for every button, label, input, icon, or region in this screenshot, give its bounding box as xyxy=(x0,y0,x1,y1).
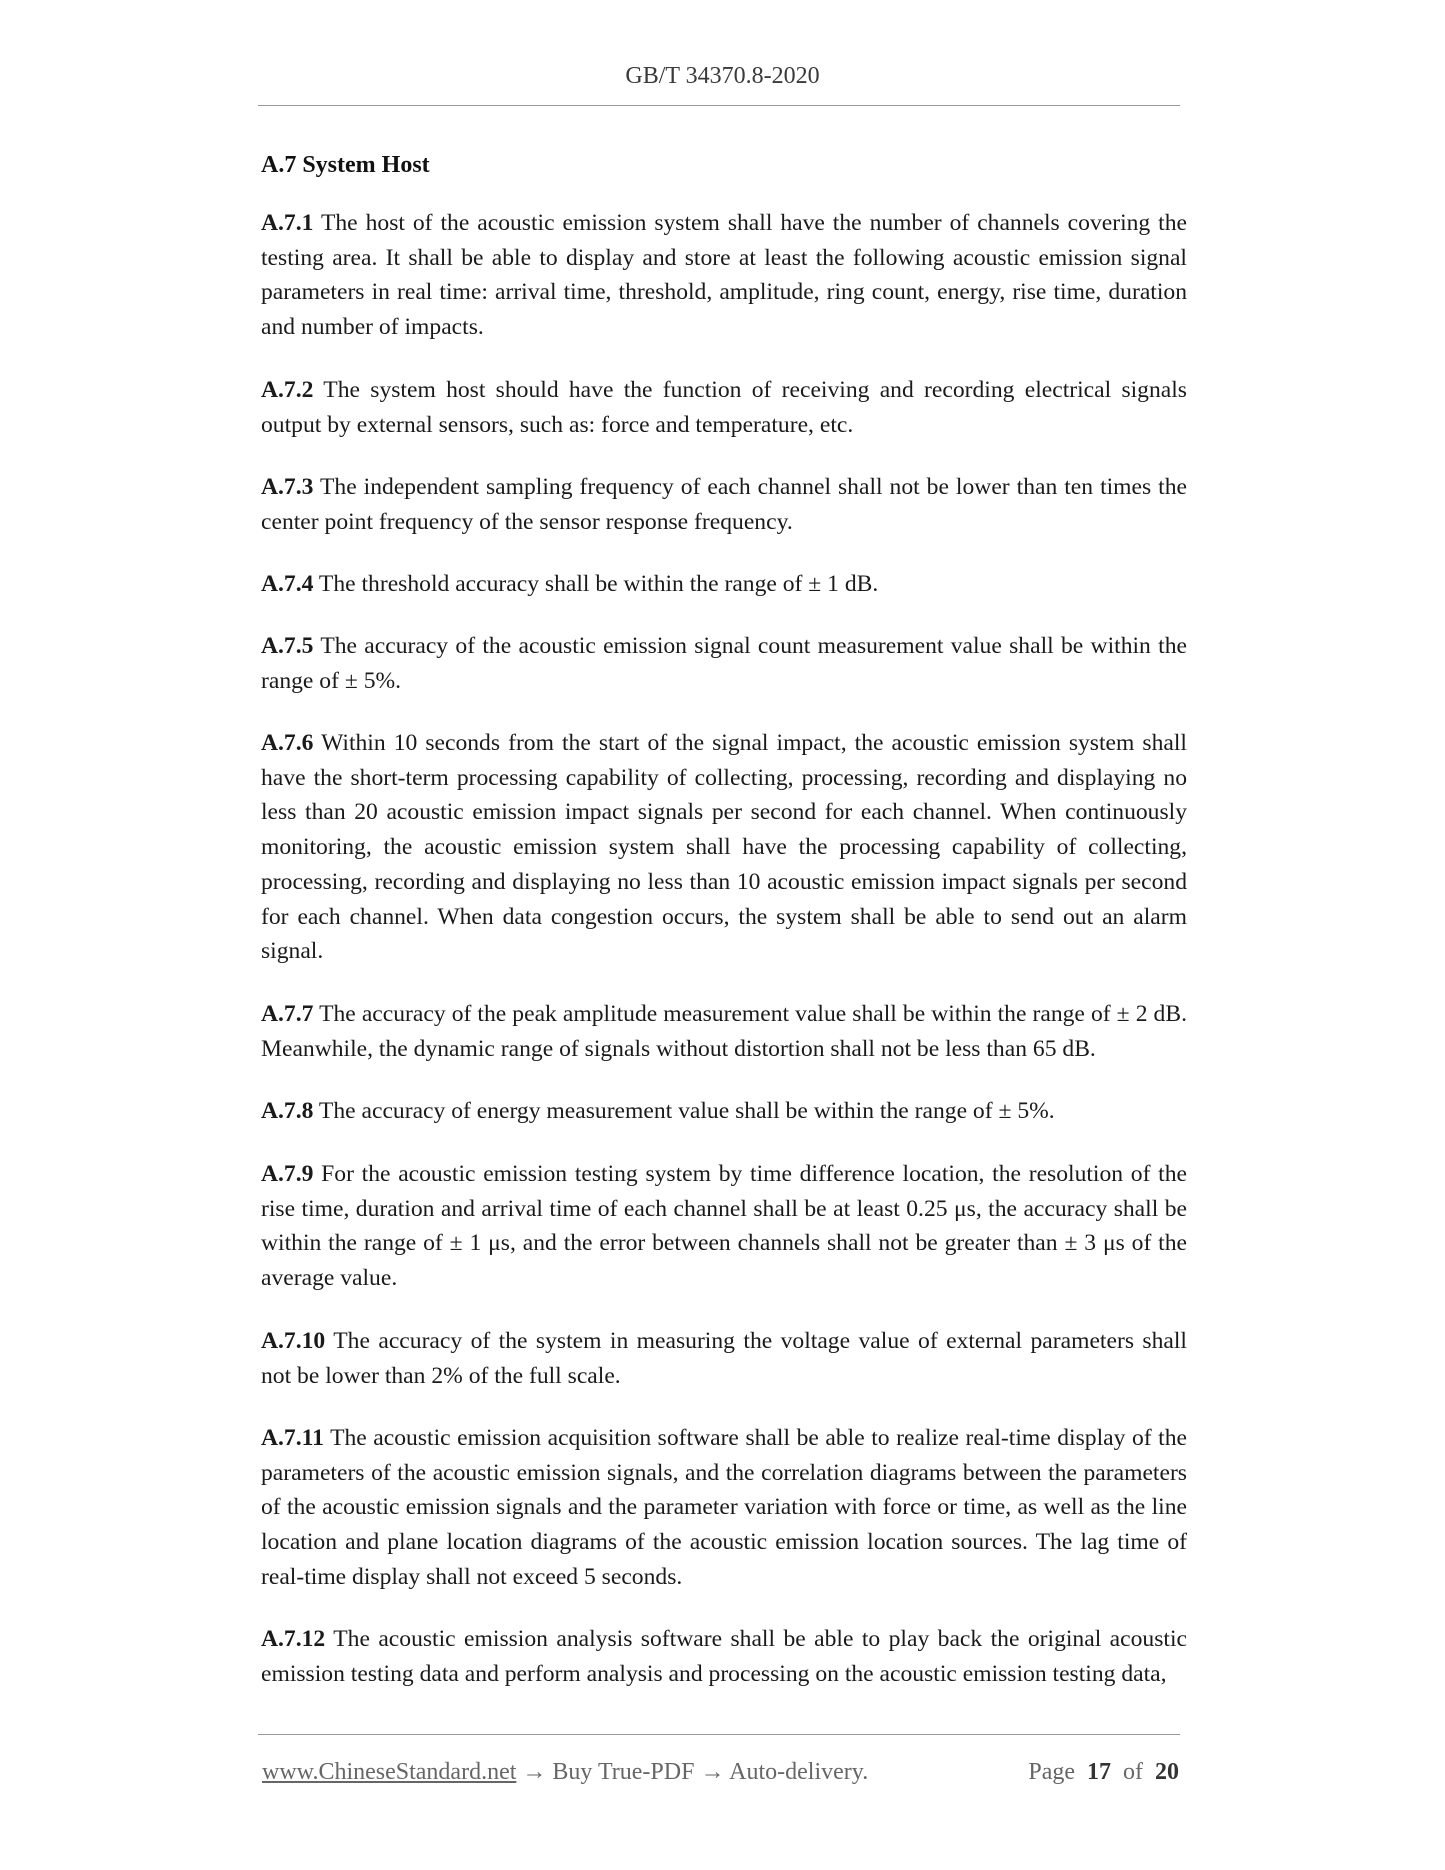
buy-text: Buy True-PDF xyxy=(552,1759,695,1785)
clause-text: The system host should have the function of receiving and recording electrical signals output by external sensors, such as: force and temperature, etc. xyxy=(261,377,1187,438)
clause-a-7-11 xyxy=(261,1421,1187,1595)
clause-a-7-8 xyxy=(261,1094,1187,1129)
clause-text: Within 10 seconds from the start of the signal impact, the acoustic emission system shall have the short-term processing capability of collecting, processing, recording and displaying no less than 20 acoustic emission impact signals per second for each channel. When continuously monitoring, the acoustic emission system shall have the processing capability of collecting, processing, recording and displaying no less than 10 acoustic emission impact signals per second for each channel. When data congestion occurs, the system shall be able to send out an alarm signal. xyxy=(261,730,1187,965)
clause-number: A.7.7 xyxy=(261,1001,314,1027)
footer-divider xyxy=(258,1734,1180,1735)
delivery-text: Auto-delivery. xyxy=(729,1759,869,1785)
clause-number: A.7.8 xyxy=(261,1098,314,1124)
of-label: of xyxy=(1123,1759,1143,1785)
clause-number: A.7.2 xyxy=(261,377,314,403)
clause-text: The independent sampling frequency of each channel shall not be lower than ten times the center point frequency of the sensor response frequency. xyxy=(261,474,1188,535)
clause-text: For the acoustic emission testing system by time difference location, the resolution of the rise time, duration and arrival time of each channel shall be at least 0.25 μs, the accuracy shall be within the range of ± 1 μs, and the error between channels shall not be greater than ± 3 μs of the average value. xyxy=(261,1161,1187,1292)
current-page: 17 xyxy=(1087,1759,1111,1785)
document-code: GB/T 34370.8-2020 xyxy=(625,63,820,89)
clause-number: A.7.9 xyxy=(261,1161,314,1187)
clause-a-7-6 xyxy=(261,726,1187,969)
clause-text: The accuracy of the acoustic emission signal count measurement value shall be within the range of ± 5%. xyxy=(261,633,1187,694)
clause-a-7-9 xyxy=(261,1157,1187,1296)
clause-number: A.7.5 xyxy=(261,633,314,659)
clause-number: A.7.6 xyxy=(261,730,314,756)
clause-a-7-2 xyxy=(261,373,1187,442)
clause-text: The acoustic emission analysis software shall be able to play back the original acoustic emission testing data and perform analysis and processing on the acoustic emission testing data, xyxy=(261,1626,1187,1687)
clause-a-7-1 xyxy=(261,206,1187,345)
clause-a-7-12 xyxy=(261,1622,1187,1691)
clause-text: The accuracy of the peak amplitude measurement value shall be within the range of ± 2 dB. Meanwhile, the dynamic range of signals without distortion shall not be less than 65 dB. xyxy=(261,1001,1187,1062)
clause-number: A.7.3 xyxy=(261,474,314,500)
clause-number: A.7.11 xyxy=(261,1425,324,1451)
clause-number: A.7.4 xyxy=(261,571,314,597)
clause-text: The acoustic emission acquisition software shall be able to realize real-time display of the parameters of the acoustic emission signals, and the correlation diagrams between the parameters of the acoustic emission signals and the parameter variation with force or time, as well as the line location and plane location diagrams of the acoustic emission location sources. The lag time of real-time display shall not exceed 5 seconds. xyxy=(261,1425,1187,1590)
clause-a-7-3 xyxy=(261,470,1187,539)
arrow-right-icon: → xyxy=(700,1759,725,1785)
clause-a-7-7 xyxy=(261,997,1187,1066)
clause-text: The threshold accuracy shall be within the range of ± 1 dB. xyxy=(318,571,879,597)
site-link[interactable]: www.ChineseStandard.net xyxy=(262,1759,517,1785)
page-label: Page xyxy=(1028,1759,1075,1785)
clause-number: A.7.10 xyxy=(261,1328,326,1354)
clause-text: The accuracy of the system in measuring the voltage value of external parameters shall not be lower than 2% of the full scale. xyxy=(261,1328,1187,1389)
clause-number: A.7.1 xyxy=(261,210,314,236)
clause-a-7-4 xyxy=(261,567,1187,602)
footer-promo xyxy=(262,1755,868,1789)
clause-text: The accuracy of energy measurement value shall be within the range of ± 5%. xyxy=(318,1098,1055,1124)
page-number xyxy=(1028,1755,1179,1789)
clause-text: The host of the acoustic emission system shall have the number of channels covering the testing area. It shall be able to display and store at least the following acoustic emission signal parameters in real time: arrival time, threshold, amplitude, ring count, energy, rise time, duration and number of impacts. xyxy=(261,210,1187,341)
header-divider xyxy=(258,105,1180,106)
arrow-right-icon: → xyxy=(522,1759,547,1785)
clause-number: A.7.12 xyxy=(261,1626,326,1652)
section-title: A.7 System Host xyxy=(261,152,430,178)
clause-a-7-5 xyxy=(261,629,1187,698)
total-pages: 20 xyxy=(1155,1759,1179,1785)
clause-a-7-10 xyxy=(261,1324,1187,1393)
